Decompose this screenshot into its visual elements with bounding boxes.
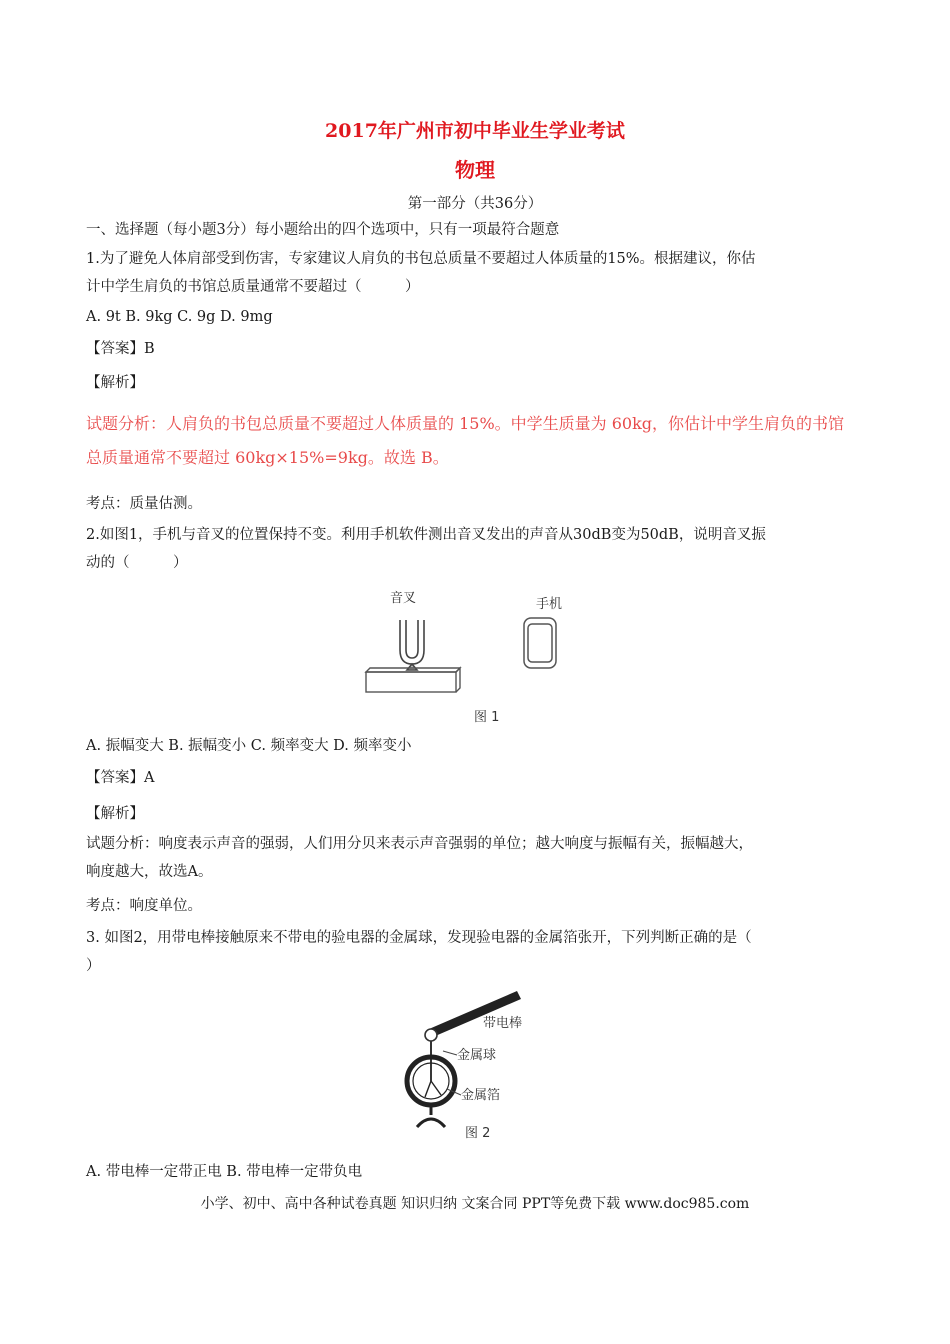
q1-point: 考点：质量估测。 <box>86 496 202 512</box>
q2-analysis-label: 【解析】 <box>86 806 144 822</box>
figure-1-tuning-fork-phone <box>360 580 590 730</box>
q3-options: A. 带电棒一定带正电 B. 带电棒一定带负电 <box>86 1164 363 1180</box>
tuning-fork-icon <box>400 620 424 670</box>
q2-analysis-line2: 响度越大，故选A。 <box>86 864 213 880</box>
part-heading: 第一部分（共36分） <box>407 196 543 212</box>
q3-stem-line2: ） <box>86 958 101 974</box>
fig2-label-ball: 金属球 <box>457 1048 497 1063</box>
exam-title: 2017年广州市初中毕业生学业考试 <box>325 120 625 142</box>
q1-options: A. 9t B. 9kg C. 9g D. 9mg <box>86 309 273 325</box>
q2-point: 考点：响度单位。 <box>86 898 202 914</box>
q3-stem-line1: 3. 如图2，用带电棒接触原来不带电的验电器的金属球，发现验电器的金属箔张开，下列判断正确的是（ <box>86 930 752 946</box>
metal-ball-icon <box>425 1029 437 1041</box>
q2-answer: 【答案】A <box>86 770 155 786</box>
fig2-caption: 图 2 <box>465 1126 491 1141</box>
fig2-label-rod: 带电棒 <box>483 1016 523 1031</box>
q1-stem-line1: 1.为了避免人体肩部受到伤害，专家建议人肩负的书包总质量不要超过人体质量的15%。根据建议，你估 <box>86 251 756 267</box>
fig1-label-fork: 音叉 <box>390 591 417 606</box>
phone-icon <box>524 618 556 668</box>
q2-options: A. 振幅变大 B. 振幅变小 C. 频率变大 D. 频率变小 <box>86 738 412 754</box>
page-footer: 小学、初中、高中各种试卷真题 知识归纳 文案合同 PPT等免费下载 www.doc985.com <box>200 1196 750 1212</box>
electroscope-jar-icon <box>407 1057 455 1105</box>
q1-answer: 【答案】B <box>86 341 155 357</box>
fig1-label-phone: 手机 <box>536 597 563 612</box>
fig2-label-foil: 金属箔 <box>461 1088 501 1103</box>
q1-stem-line2: 计中学生肩负的书馆总质量通常不要超过（ ） <box>86 279 420 295</box>
electroscope-stand-icon <box>417 1105 445 1127</box>
q1-analysis-line1: 试题分析：人肩负的书包总质量不要超过人体质量的 15%。中学生质量为 60kg，你估计中学生肩负的书馆 <box>86 414 845 433</box>
q2-stem-line1: 2.如图1，手机与音叉的位置保持不变。利用手机软件测出音叉发出的声音从30dB变为50dB，说明音叉振 <box>86 527 766 543</box>
fig1-caption: 图 1 <box>474 710 500 725</box>
fork-base-icon <box>366 668 460 692</box>
q1-analysis-label: 【解析】 <box>86 375 144 391</box>
section-instructions: 一、选择题（每小题3分）每小题给出的四个选项中，只有一项最符合题意 <box>86 222 560 238</box>
figure-2-electroscope <box>395 985 555 1145</box>
q2-stem-line2: 动的（ ） <box>86 555 188 571</box>
subject-title: 物理 <box>455 158 495 182</box>
q2-analysis-line1: 试题分析：响度表示声音的强弱，人们用分贝来表示声音强弱的单位；越大响度与振幅有关，振幅越大， <box>86 836 753 852</box>
q1-analysis-line2: 总质量通常不要超过 60kg×15%=9kg。故选 B。 <box>86 448 449 467</box>
